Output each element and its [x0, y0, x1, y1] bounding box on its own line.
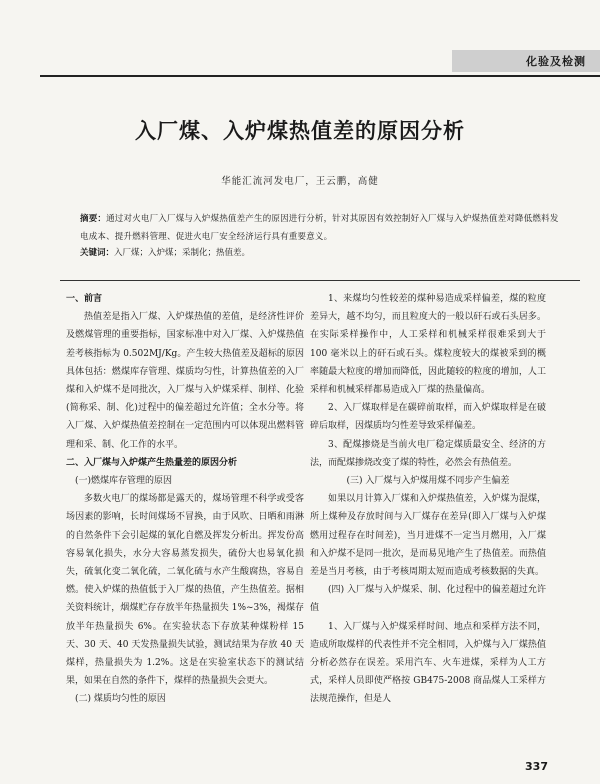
abstract-text: 通过对火电厂入厂煤与入炉煤热值差产生的原因进行分析，针对其原因有效控制好入厂煤与入炉煤热值差对降低燃料发电成本、提升燃料管理、促进火电厂安全经济运行具有重要意义。	[80, 214, 559, 242]
left-column	[66, 290, 304, 709]
header-rule	[40, 75, 600, 77]
abstract	[80, 210, 560, 246]
subsection-heading: (二) 煤质均匀性的原因	[75, 694, 166, 705]
subsection-heading: (一)燃煤库存管理的原因	[75, 476, 173, 487]
abstract-divider	[60, 280, 580, 281]
section-heading: 二、入厂煤与入炉煤产生热量差的原因分析	[66, 457, 238, 468]
paragraph: 1、入厂煤与入炉煤采样时间、地点和采样方法不同，造成所取煤样的代表性并不完全相同，入炉煤与入厂煤热值分析必然存在误差。采用汽车、火车进煤，采样为人工方式，采样人员即使严格按 GB475-2008 商品煤人工采样方法规范操作，但是人	[310, 621, 546, 705]
paragraph: 多数火电厂的煤场都是露天的，煤场管理不科学或受客场因素的影响，长时间煤场不冒换，由于风吹、日晒和雨淋的自然条件下会引起煤的氧化自燃及挥发分析出。挥发份高容易氧化损失，水分大容易蒸发损失，硫份大也易氧化损失，硫氧化变二氧化硫，二氧化硫与水产生酸腐热，容易自燃。使入炉煤的热值低于入厂煤的热值，产生热值差。据相关资料统计，烟煤贮存存放半年热量损失 1%~3%，褐煤存放半年热量损失 6%。在实验状态下存放某种煤粉样 15 天、30 天、40 天发热量损失试验，测试结果为存放 40 天煤样，热量损失为 1.2%。这是在实验室状态下的测试结果，如果在自然的条件下，煤样的热量损失会更大。	[66, 494, 304, 687]
abstract-label: 摘要：	[80, 214, 107, 224]
keywords-label: 关键词：	[80, 248, 115, 258]
section-heading: 一、前言	[66, 294, 103, 304]
article-title: 入厂煤、入炉煤热值差的原因分析	[135, 119, 465, 143]
paragraph: 2、入厂煤取样是在碳碎前取样，而入炉煤取样是在破碎后取样，因煤质均匀性差导致采样偏差。	[310, 403, 546, 432]
keywords-text: 入厂煤；入炉煤；采制化；热值差。	[114, 248, 251, 258]
keywords	[80, 246, 560, 258]
paragraph: 3、配煤掺烧是当前火电厂稳定煤质最安全、经济的方法，而配煤掺烧改变了煤的特性，必然会有热值差。	[310, 439, 546, 468]
page-number: 337	[525, 760, 548, 773]
section-label: 化验及检测	[526, 55, 586, 68]
paragraph: 热值差是指入厂煤、入炉煤热值的差值，是经济性评价及燃煤管理的重要指标，国家标准中对入厂煤、入炉煤热值差考核指标为 0.502MJ/Kg。产生较大热值差及超标的原因具体包括：燃煤库存管理、煤质均匀性，计算热值差的入厂煤和入炉煤不是同批次，入厂煤与入炉煤采样、制样、化验(简称采、制、化)过程中的偏差超过允许值；全水分等。将入厂煤、入炉煤热值差控制在一定范围内可以体现出燃料管理和采、制、化工作的水平。	[66, 312, 304, 450]
paragraph: 如果以月计算入厂煤和入炉煤热值差，入炉煤为混煤，所上煤种及存放时间与入厂煤存在差异(即入厂煤与入炉煤燃用过程存在时间差)，当月进煤不一定当月燃用，入厂煤和入炉煤不是同一批次，是而易见地产生了热值差。而热值差是当月考核，由于考核周期太短而造成考核数据的失真。	[310, 494, 546, 578]
subsection-heading: (三) 入厂煤与入炉煤用煤不同步产生偏差	[346, 476, 510, 487]
right-column	[310, 290, 546, 709]
article-authors: 华能汇流河发电厂，王云鹏，高健	[221, 176, 379, 187]
paragraph: 1、来煤均匀性较差的煤种易造成采样偏差，煤的粒度差异大，越不均匀，而且粒度大的一般以矸石或石头居多。在实际采样操作中，人工采样和机械采样很难采到大于 100 毫米以上的矸石或石头。煤粒度较大的煤被采到的概率随最大粒度的增加而降低，因此随较的粒度的增加，人工采样和机械采样都易造成入厂煤的热量偏高。	[310, 294, 546, 396]
section-tag	[452, 50, 600, 72]
paragraph: (四) 入厂煤与入炉煤采、制、化过程中的偏差超过允许值	[310, 585, 546, 614]
